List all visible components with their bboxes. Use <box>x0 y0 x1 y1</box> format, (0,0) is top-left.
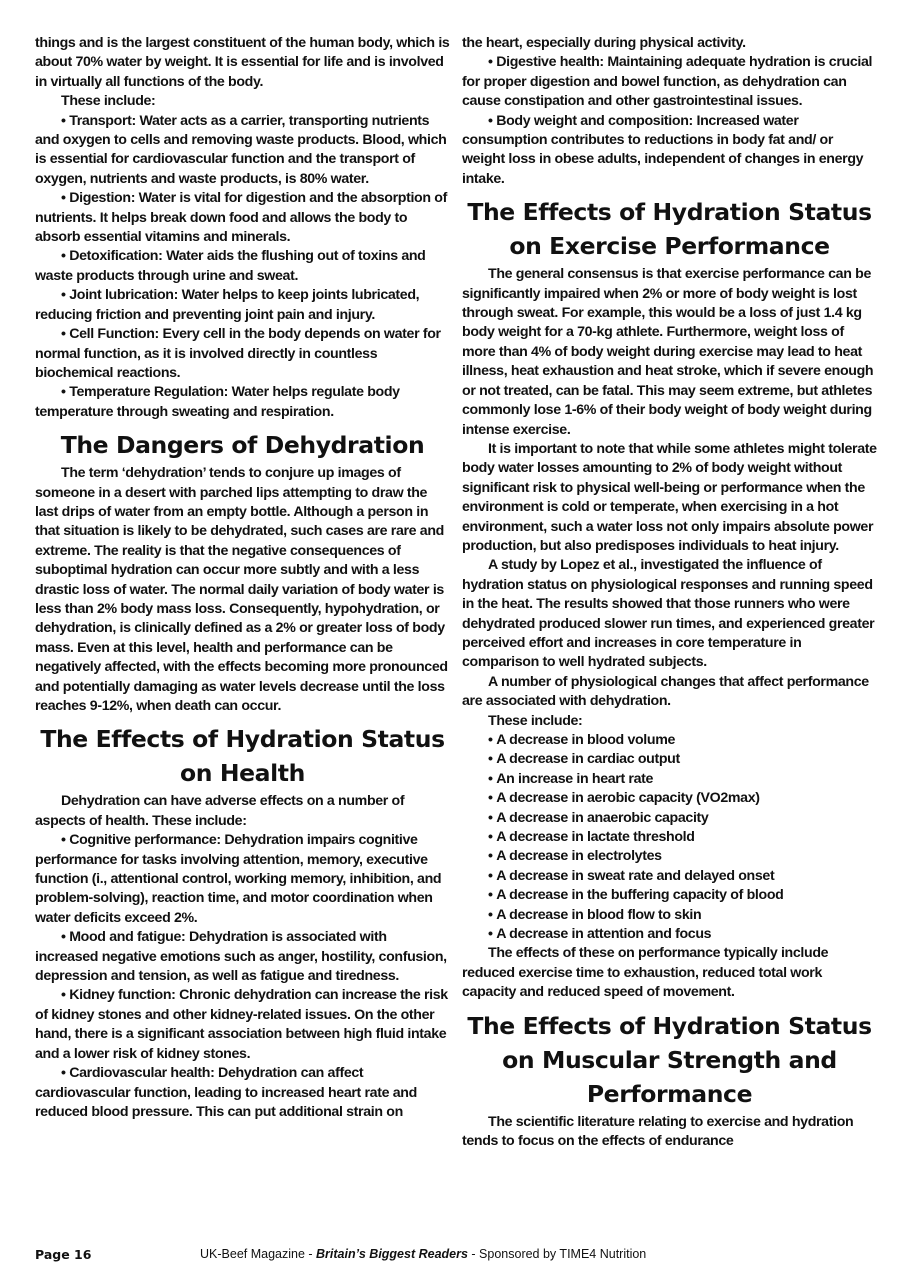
exercise-paragraph-5: The effects of these on performance typically include reduced exercise time to exhaustion, reduced total work capacity and reduced speed of movement. <box>462 945 829 1001</box>
right-column <box>462 34 877 1152</box>
footer-credit <box>200 1247 646 1261</box>
exercise-paragraph-3: A study by Lopez et al., investigated the influence of hydration status on physiological responses and running speed in the heat. The results showed that those runners who were dehydrated produced slower run times, and experienced greater perceived effort and increases in core temperature in comparison to well hydrated subjects. <box>462 557 875 671</box>
list-item: • An increase in heart rate <box>488 770 877 789</box>
heading-muscular-strength: The Effects of Hydration Status on Muscular Strength and Performance <box>467 1011 872 1108</box>
health-intro-paragraph: Dehydration can have adverse effects on a number of aspects of health. These include: <box>35 793 405 829</box>
heading-hydration-health: The Effects of Hydration Status on Health <box>40 725 445 788</box>
list-item: • A decrease in lactate threshold <box>488 828 877 847</box>
exercise-paragraph-1: The general consensus is that exercise performance can be significantly impaired when 2% or more of body weight is lost through sweat. For example, this would be a loss of just 1.4 kg body weight for a 70-kg athlete. Furthermore, weight loss of more than 4% of body weight during exercise may lead to heat illness, heat exhaustion and heat stroke, which if severe enough or not treated, can be fatal. This may seem extreme, but athletes commonly lose 1-6% of their body weight of body weight during intense exercise. <box>462 266 874 438</box>
continued-paragraph: the heart, especially during physical activity. <box>462 35 746 51</box>
magazine-tagline: Britain’s Biggest Readers <box>316 1247 468 1261</box>
left-column <box>35 34 450 1122</box>
these-include-label-2: These include: <box>488 712 583 729</box>
list-item: • A decrease in blood flow to skin <box>488 906 877 925</box>
bullet-kidney-function: • Kidney function: Chronic dehydration can increase the risk of kidney stones and other kidney-related issues. On the other hand, there is a significant association between high fluid intake and a lower risk of kidney stones. <box>35 987 448 1062</box>
list-item: • A decrease in blood volume <box>488 731 877 750</box>
intro-paragraph: things and is the largest constituent of the human body, which is about 70% water by weight. It is essential for life and is involved in virtually all functions of the body. <box>35 35 450 90</box>
heading-dangers-of-dehydration: The Dangers of Dehydration <box>60 431 425 460</box>
bullet-cell-function: • Cell Function: Every cell in the body depends on water for normal function, as it is involved directly in countless biochemical reactions. <box>35 326 441 381</box>
bullet-detoxification: • Detoxification: Water aids the flushing out of toxins and waste products through urine and sweat. <box>35 248 426 284</box>
page-number: Page 16 <box>35 1247 92 1262</box>
sponsor-text: - Sponsored by TIME4 Nutrition <box>467 1247 647 1261</box>
physiological-changes-list <box>462 731 877 944</box>
heading-exercise-performance: The Effects of Hydration Status on Exercise Performance <box>467 198 872 261</box>
bullet-cardiovascular-health: • Cardiovascular health: Dehydration can affect cardiovascular function, leading to increased heart rate and reduced blood pressure. This can put additional strain on <box>35 1065 417 1120</box>
exercise-paragraph-4: A number of physiological changes that affect performance are associated with dehydration. <box>462 673 869 710</box>
list-item: • A decrease in cardiac output <box>488 750 877 769</box>
bullet-digestion: • Digestion: Water is vital for digestion and the absorption of nutrients. It helps break down food and allows the body to absorb essential vitamins and minerals. <box>35 190 447 246</box>
magazine-name: UK-Beef Magazine - <box>200 1247 317 1261</box>
bullet-temperature-regulation: • Temperature Regulation: Water helps regulate body temperature through sweating and respiration. <box>35 384 400 420</box>
list-item: • A decrease in anaerobic capacity <box>488 809 877 828</box>
bullet-cognitive-performance: • Cognitive performance: Dehydration impairs cognitive performance for tasks involving attention, memory, executive function (i., attentional control, working memory, inhibition, and problem-solving), reaction time, and motor coordination when water deficits exceed 2%. <box>35 832 442 926</box>
list-item: • A decrease in sweat rate and delayed onset <box>488 867 877 886</box>
strength-paragraph: The scientific literature relating to exercise and hydration tends to focus on the effects of endurance <box>462 1113 854 1150</box>
bullet-body-weight: • Body weight and composition: Increased water consumption contributes to reductions in body fat and/ or weight loss in obese adults, independent of changes in energy intake. <box>462 112 864 187</box>
list-item: • A decrease in attention and focus <box>488 925 877 944</box>
these-include-label: These include: <box>61 93 156 110</box>
dangers-paragraph: The term ‘dehydration’ tends to conjure up images of someone in a desert with parched lips attempting to draw the last drips of water from an empty bottle. Although a person in that situation is likely to be dehydrated, such cases are rare and extreme. The reality is that the negative consequences of suboptimal hydration can occur more subtly and with a less drastic loss of water. The normal daily variation of body water is less than 2% body mass loss. Consequently, hypohydration, or dehydration, is clinically defined as a 2% or greater loss of body mass. Even at this level, health and performance can be negatively affected, with the effects becoming more pronounced and potentially damaging as water levels decrease until the loss reaches 9-12%, when death can occur. <box>35 465 448 714</box>
bullet-digestive-health: • Digestive health: Maintaining adequate hydration is crucial for proper digestion and bowel function, as dehydration can cause constipation and other gastrointestinal issues. <box>462 54 873 110</box>
bullet-joint-lubrication: • Joint lubrication: Water helps to keep joints lubricated, reducing friction and preventing joint pain and injury. <box>35 287 420 323</box>
list-item: • A decrease in electrolytes <box>488 847 877 866</box>
exercise-paragraph-2: It is important to note that while some athletes might tolerate body water losses amounting to 2% of body weight without significant risk to physical well-being or performance when the environment is cold or temperate, when exercising in a hot environment, such a water loss not only impairs absolute power production, but also predisposes individuals to heat injury. <box>462 440 877 554</box>
list-item: • A decrease in the buffering capacity of blood <box>488 886 877 905</box>
bullet-mood-fatigue: • Mood and fatigue: Dehydration is associated with increased negative emotions such as anger, hostility, confusion, depression and tension, as well as fatigue and tiredness. <box>35 929 447 985</box>
list-item: • A decrease in aerobic capacity (VO2max) <box>488 789 877 808</box>
bullet-transport: • Transport: Water acts as a carrier, transporting nutrients and oxygen to cells and removing waste products. Blood, which is essential for cardiovascular function and the transport of oxygen, nutrients and waste products, is 80% water. <box>35 112 447 187</box>
